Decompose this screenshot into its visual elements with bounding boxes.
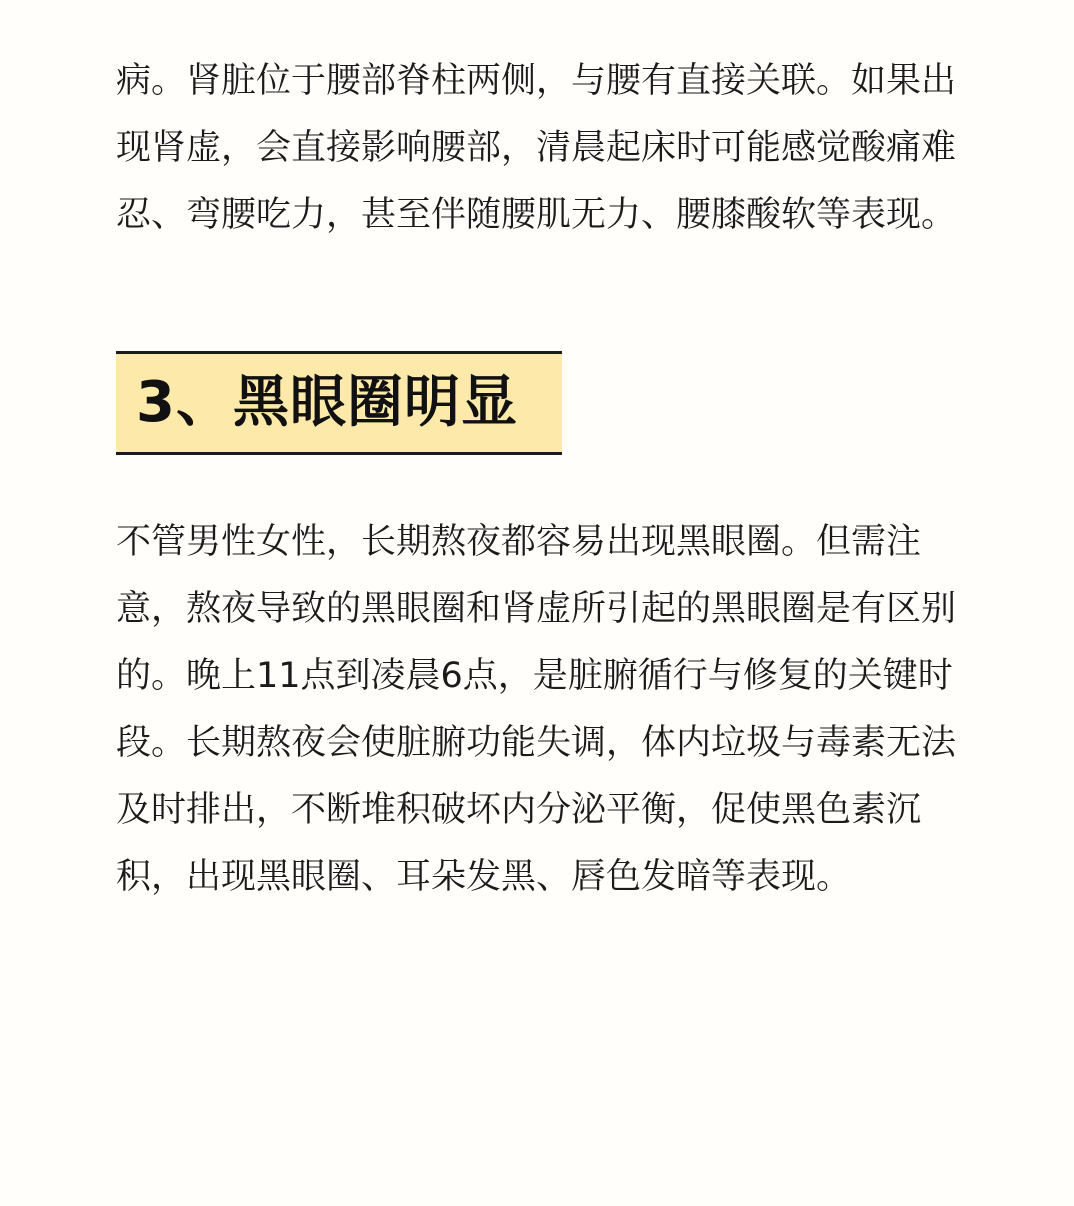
paragraph-kidney-waist — [116, 48, 1026, 249]
paragraph-dark-circles — [116, 509, 1026, 911]
paragraph-line: 病。肾脏位于腰部脊柱两侧，与腰有直接关联。如果出 — [116, 61, 957, 101]
section-title: 3、黑眼圈明显 — [136, 370, 518, 435]
paragraph-line: 及时排出，不断堆积破坏内分泌平衡，促使黑色素沉 — [116, 790, 922, 830]
paragraph-line: 段。长期熬夜会使脏腑功能失调，体内垃圾与毒素无法 — [116, 723, 957, 763]
section-heading — [116, 351, 562, 455]
paragraph-line: 的。晚上11点到凌晨6点，是脏腑循行与修复的关键时 — [116, 656, 953, 696]
paragraph-line: 忍、弯腰吃力，甚至伴随腰肌无力、腰膝酸软等表现。 — [116, 195, 957, 235]
paragraph-line: 积，出现黑眼圈、耳朵发黑、唇色发暗等表现。 — [116, 857, 852, 897]
paragraph-line: 现肾虚，会直接影响腰部，清晨起床时可能感觉酸痛难 — [116, 128, 957, 168]
paragraph-line: 不管男性女性，长期熬夜都容易出现黑眼圈。但需注 — [116, 522, 922, 562]
paragraph-line: 意，熬夜导致的黑眼圈和肾虚所引起的黑眼圈是有区别 — [116, 589, 957, 629]
